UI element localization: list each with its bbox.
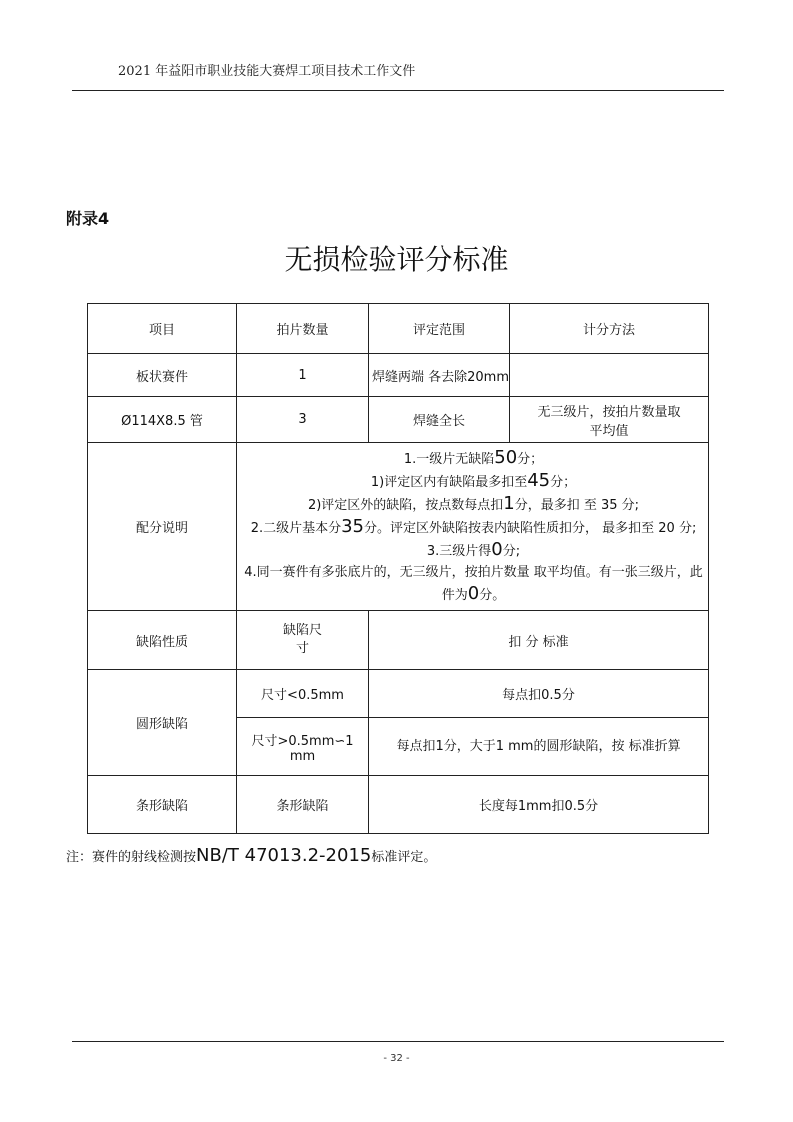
- scoring-line-1: 1.一级片无缺陷50分；: [403, 447, 544, 468]
- round-defect-row-1: [88, 670, 709, 718]
- round-defect-size-2: 尺寸>0.5mm∽1 mm: [237, 718, 369, 776]
- header-title: 2021 年益阳市职业技能大赛焊工项目技术工作文件: [118, 64, 416, 79]
- round-defect-deduction-2: 每点扣1分，大于1 mm的圆形缺陷，按 标准折算: [369, 718, 709, 776]
- plate-method: [510, 354, 709, 397]
- scoring-line-6: 4.同一赛件有多张底片的，无三级片，按拍片数量 取平均值。有一张三级片，此件为0分。: [244, 565, 703, 604]
- appendix-label: 附录4: [66, 209, 110, 228]
- round-defect-deduction-1: 每点扣0.5分: [369, 670, 709, 718]
- plate-item: 板状赛件: [88, 354, 237, 397]
- pipe-method: 无三级片，按拍片数量取平均值: [510, 397, 709, 443]
- scoring-label: 配分说明: [88, 443, 237, 611]
- table-row-scoring: [88, 443, 709, 611]
- header-divider: [72, 90, 724, 91]
- scoring-line-3: 2)评定区外的缺陷，按点数每点扣1分，最多扣 至 35 分;: [307, 493, 640, 514]
- scoring-table: [87, 303, 709, 834]
- page-title: 无损检验评分标准: [284, 243, 509, 276]
- table-row-pipe: [88, 397, 709, 443]
- footnote: 注：赛件的射线检测按NB/T 47013.2-2015标准评定。: [66, 845, 437, 866]
- header-item: 项目: [88, 304, 237, 354]
- strip-defect-label: 条形缺陷: [88, 776, 237, 834]
- defect-nature-header: 缺陷性质: [88, 611, 237, 670]
- strip-defect-deduction: 长度每1mm扣0.5分: [369, 776, 709, 834]
- scoring-line-2: 1)评定区内有缺陷最多扣至45分；: [370, 470, 577, 491]
- defect-size-header: 缺陷尺寸: [237, 611, 369, 670]
- defect-header-row: [88, 611, 709, 670]
- round-defect-size-1: 尺寸<0.5mm: [237, 670, 369, 718]
- pipe-item: Ø114X8.5 管: [88, 397, 237, 443]
- header-count: 拍片数量: [237, 304, 369, 354]
- table-header-row: [88, 304, 709, 354]
- footer-divider: [72, 1041, 724, 1042]
- deduction-standard-header: 扣 分 标准: [369, 611, 709, 670]
- round-defect-label: 圆形缺陷: [88, 670, 237, 776]
- plate-count: 1: [237, 354, 369, 397]
- header-method: 计分方法: [510, 304, 709, 354]
- scoring-notes: [237, 443, 709, 611]
- header-range: 评定范围: [369, 304, 510, 354]
- scoring-line-4: 2.二级片基本分35分。评定区外缺陷按表内缺陷性质扣分， 最多扣至 20 分;: [250, 516, 697, 537]
- pipe-range: 焊缝全长: [369, 397, 510, 443]
- plate-range: 焊缝两端 各去除20mm: [369, 354, 510, 397]
- strip-defect-row: [88, 776, 709, 834]
- pipe-count: 3: [237, 397, 369, 443]
- scoring-line-5: 3.三级片得0分;: [426, 539, 521, 560]
- table-row-plate: [88, 354, 709, 397]
- standard-code: NB/T 47013.2-2015: [196, 845, 372, 866]
- page-number: - 32 -: [383, 1053, 410, 1064]
- strip-defect-size: 条形缺陷: [237, 776, 369, 834]
